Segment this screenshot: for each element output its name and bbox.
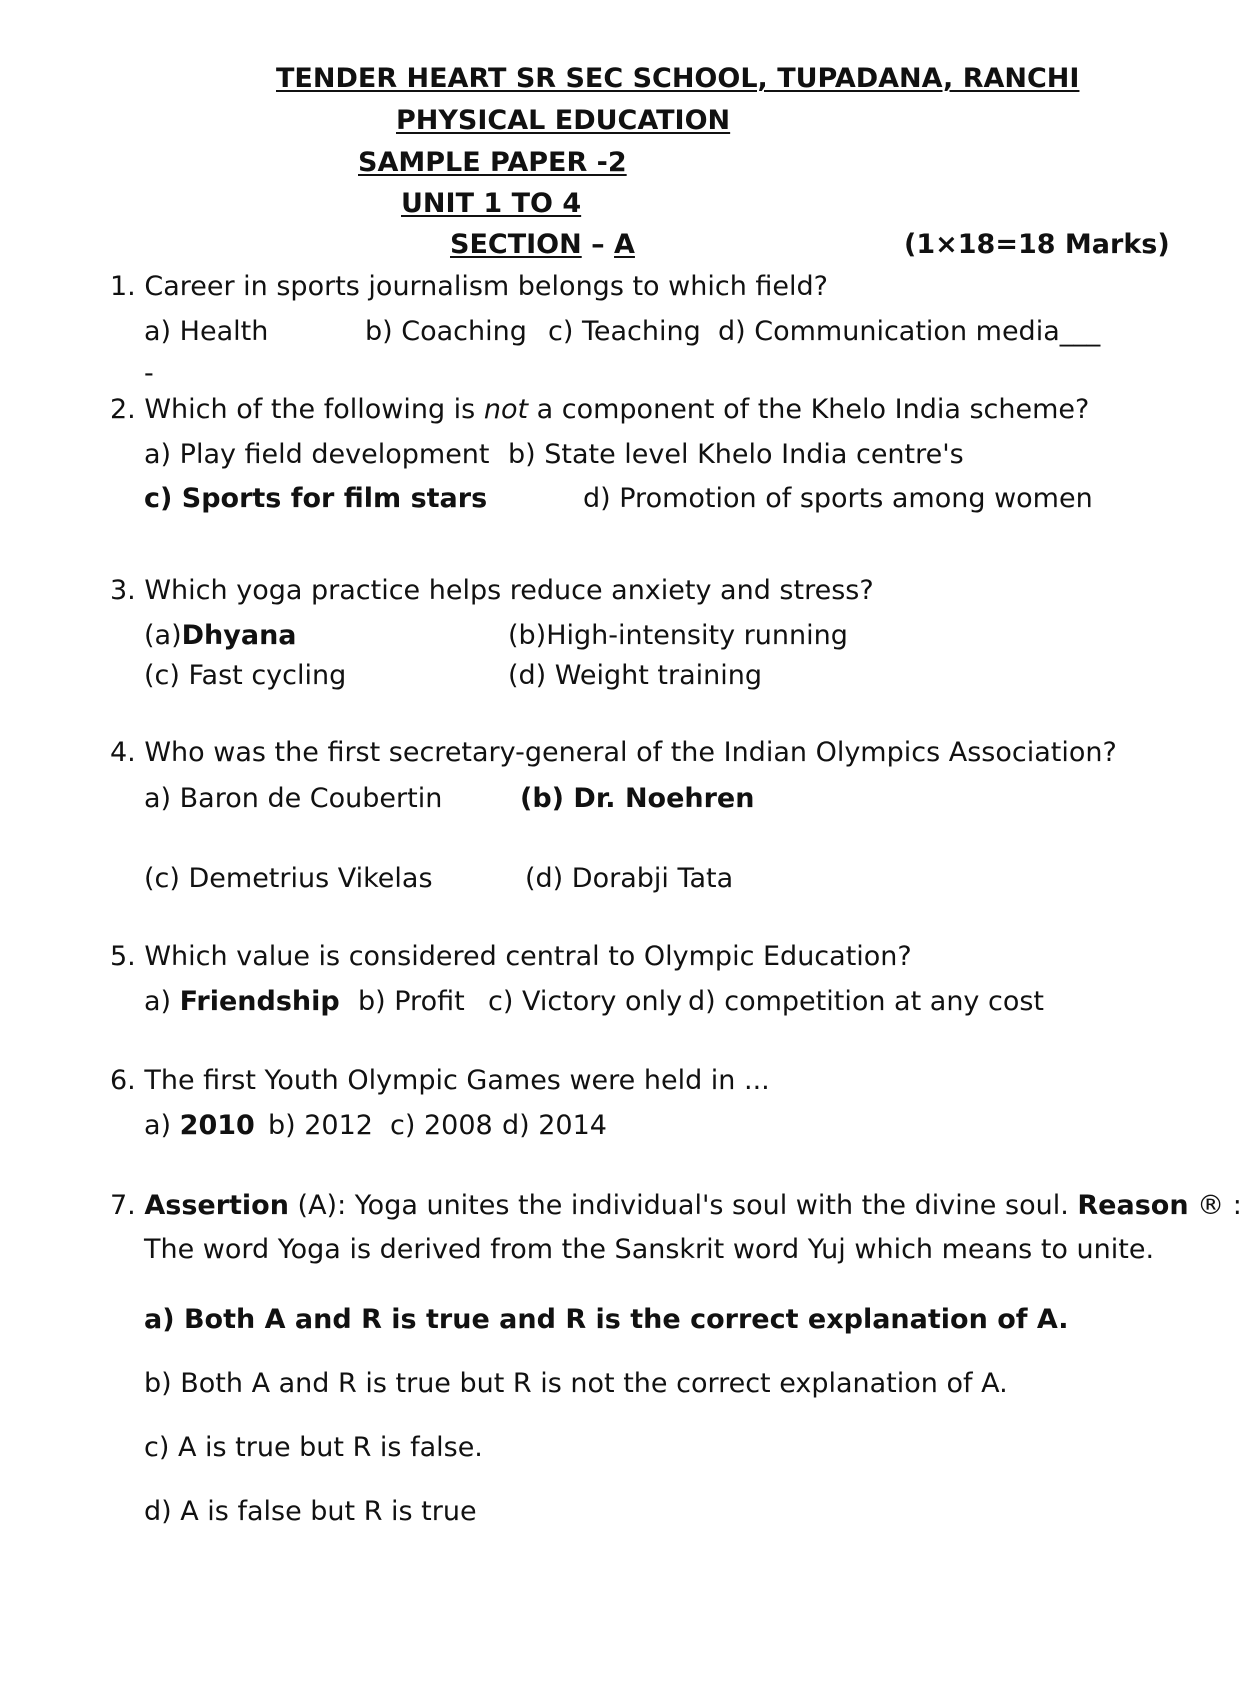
q2-option-a: a) Play field development [144,439,490,470]
q5-option-b: b) Profit [358,986,465,1017]
school-name: TENDER HEART SR SEC SCHOOL, TUPADANA, RANCHI [276,63,1080,94]
q7-option-c: c) A is true but R is false. [144,1432,483,1463]
reason-mark: ® : [1188,1190,1242,1221]
question-text: The first Youth Olympic Games were held in ... [144,1065,770,1096]
option-label: a) [144,986,180,1017]
unit-range: UNIT 1 TO 4 [401,188,582,219]
q7-option-d: d) A is false but R is true [144,1496,477,1527]
question-7 [110,1189,1242,1223]
reason-label: Reason [1077,1190,1189,1221]
question-number: 2. [110,394,136,425]
option-answer: Friendship [179,986,340,1017]
q5-option-c: c) Victory only [488,986,683,1017]
question-4 [110,736,1117,770]
q5-option-d: d) competition at any cost [688,986,1045,1017]
q4-option-d: (d) Dorabji Tata [525,863,734,894]
q2-option-c: c) Sports for film stars [144,483,488,514]
question-text: Who was the first secretary-general of the Indian Olympics Association? [144,737,1117,768]
q3-option-b: (b)High-intensity running [508,620,848,651]
q3-option-a [144,619,297,653]
subject-title: PHYSICAL EDUCATION [396,105,731,136]
option-label: a) [144,1110,180,1141]
q1-option-a: a) Health [144,316,269,347]
question-1 [110,270,828,304]
q6-option-c: c) 2008 [390,1110,493,1141]
section-heading [450,228,635,262]
question-5 [110,940,912,974]
question-number: 3. [110,575,136,606]
q3-option-c: (c) Fast cycling [144,660,347,691]
section-marks: (1×18=18 Marks) [904,229,1170,260]
option-answer: 2010 [179,1110,255,1141]
q6-option-d: d) 2014 [502,1110,607,1141]
paper-title: SAMPLE PAPER -2 [358,147,627,178]
q4-option-b: (b) Dr. Noehren [520,783,755,814]
question-number: 7. [110,1190,136,1221]
question-2 [110,393,1089,427]
q3-option-d: (d) Weight training [508,660,763,691]
q1-option-c: c) Teaching [548,316,701,347]
assertion-text: (A): Yoga unites the individual's soul with the divine soul. [288,1190,1078,1221]
q5-option-a [144,985,340,1019]
q2-option-b: b) State level Khelo India centre's [508,439,964,470]
option-label: (a) [144,620,182,651]
question-3 [110,574,874,608]
q4-option-a: a) Baron de Coubertin [144,783,443,814]
q1-option-d: d) Communication media___ [718,316,1101,347]
question-text: Career in sports journalism belongs to which field? [144,271,828,302]
question-text-emphasis: not [483,394,529,425]
question-number: 4. [110,737,136,768]
question-text: Which yoga practice helps reduce anxiety and stress? [144,575,874,606]
question-6 [110,1064,770,1098]
question-number: 5. [110,941,136,972]
reason-text: The word Yoga is derived from the Sanskrit word Yuj which means to unite. [144,1234,1155,1265]
q1-trailing-mark: - [144,358,154,389]
q6-option-a [144,1109,255,1143]
q2-option-d: d) Promotion of sports among women [583,483,1093,514]
q7-option-a: a) Both A and R is true and R is the correct explanation of A. [144,1304,1069,1335]
section-letter: A [614,229,635,260]
q4-option-c: (c) Demetrius Vikelas [144,863,433,894]
q7-option-b: b) Both A and R is true but R is not the correct explanation of A. [144,1368,1008,1399]
option-answer: Dhyana [181,620,297,651]
question-number: 1. [110,271,136,302]
section-word: SECTION [450,229,582,260]
question-text-after: a component of the Khelo India scheme? [528,394,1090,425]
section-dash: – [581,229,615,260]
question-number: 6. [110,1065,136,1096]
q6-option-b: b) 2012 [268,1110,373,1141]
assertion-label: Assertion [144,1190,289,1221]
question-text-before: Which of the following is [144,394,484,425]
question-text: Which value is considered central to Olympic Education? [144,941,912,972]
q1-option-b: b) Coaching [365,316,527,347]
